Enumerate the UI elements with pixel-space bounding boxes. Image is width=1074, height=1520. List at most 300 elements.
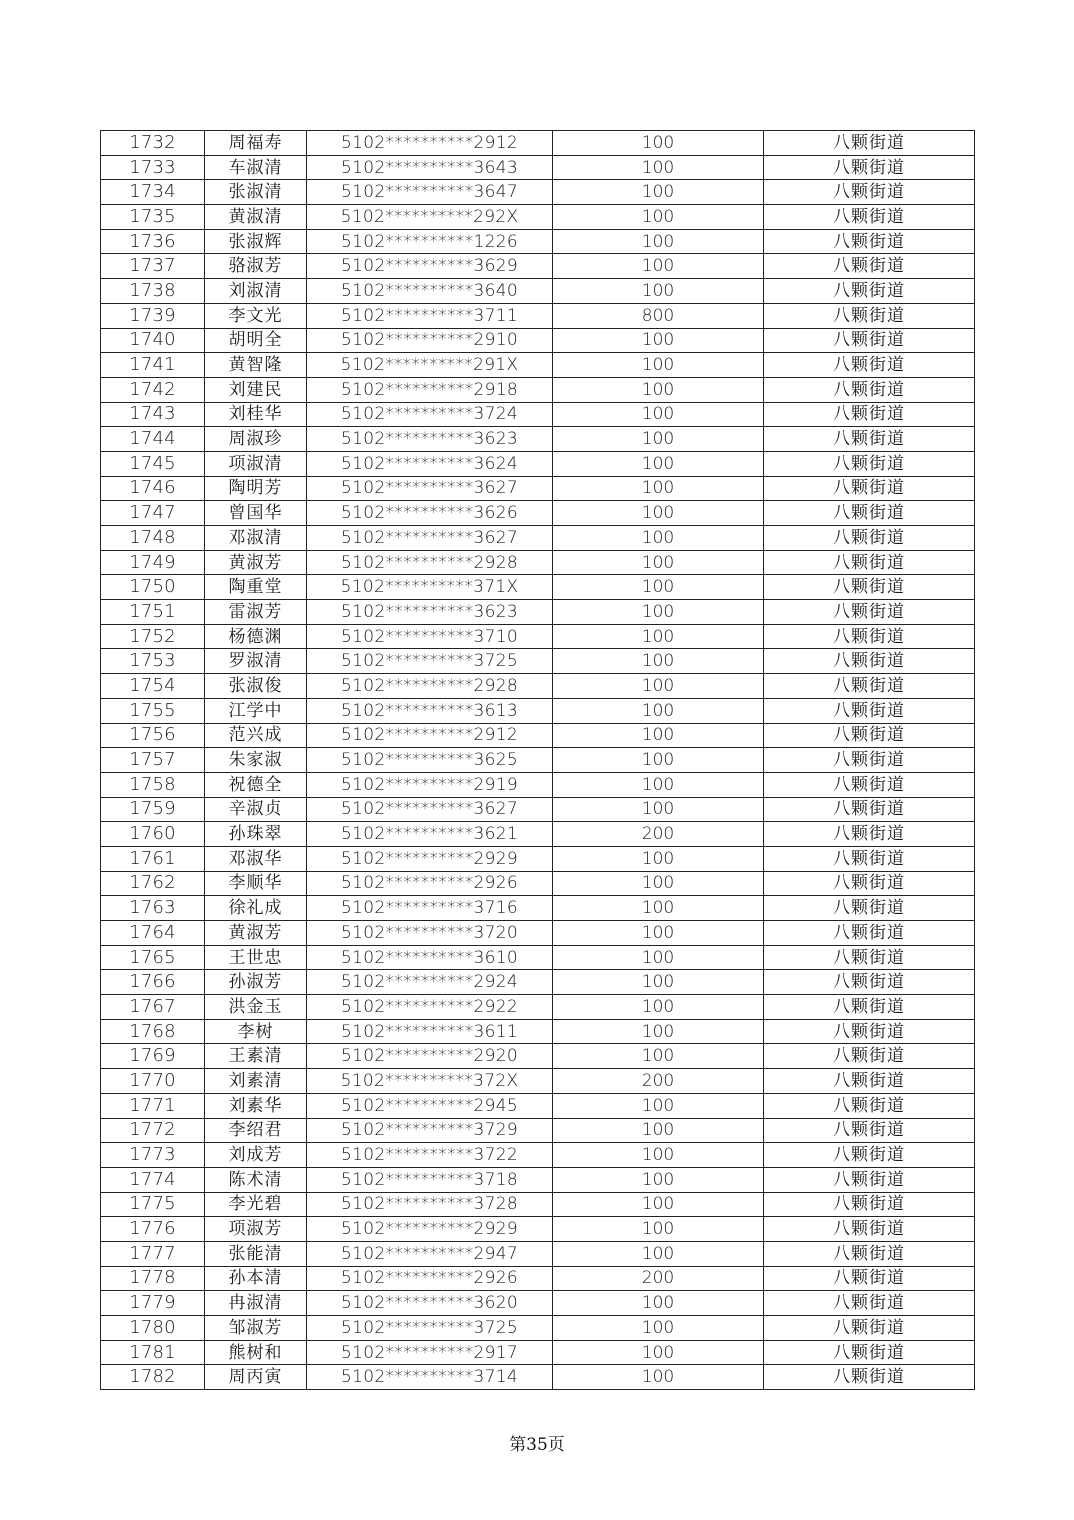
- name-cell: 熊树和: [205, 1340, 307, 1365]
- table-row: [101, 822, 975, 847]
- table-row: [101, 797, 975, 822]
- serial-number-cell: 1753: [101, 649, 205, 674]
- table-row: [101, 303, 975, 328]
- amount-cell: 100: [553, 624, 764, 649]
- serial-number-cell: 1750: [101, 575, 205, 600]
- id-number-cell: 5102**********3613: [307, 698, 553, 723]
- street-cell: 八颗街道: [764, 1340, 975, 1365]
- name-cell: 徐礼成: [205, 896, 307, 921]
- name-cell: 王素清: [205, 1044, 307, 1069]
- serial-number-cell: 1738: [101, 279, 205, 304]
- street-cell: 八颗街道: [764, 1365, 975, 1390]
- table-row: [101, 1316, 975, 1341]
- serial-number-cell: 1779: [101, 1291, 205, 1316]
- serial-number-cell: 1756: [101, 723, 205, 748]
- id-number-cell: 5102**********3626: [307, 501, 553, 526]
- table-row: [101, 871, 975, 896]
- serial-number-cell: 1764: [101, 921, 205, 946]
- name-cell: 陈术清: [205, 1167, 307, 1192]
- table-row: [101, 1093, 975, 1118]
- serial-number-cell: 1757: [101, 748, 205, 773]
- street-cell: 八颗街道: [764, 846, 975, 871]
- id-number-cell: 5102**********2947: [307, 1241, 553, 1266]
- id-number-cell: 5102**********2924: [307, 970, 553, 995]
- amount-cell: 100: [553, 1093, 764, 1118]
- id-number-cell: 5102**********292X: [307, 205, 553, 230]
- serial-number-cell: 1769: [101, 1044, 205, 1069]
- street-cell: 八颗街道: [764, 155, 975, 180]
- name-cell: 陶重堂: [205, 575, 307, 600]
- amount-cell: 100: [553, 1217, 764, 1242]
- serial-number-cell: 1733: [101, 155, 205, 180]
- street-cell: 八颗街道: [764, 550, 975, 575]
- street-cell: 八颗街道: [764, 1167, 975, 1192]
- name-cell: 辛淑贞: [205, 797, 307, 822]
- table-row: [101, 1365, 975, 1390]
- name-cell: 周淑珍: [205, 427, 307, 452]
- street-cell: 八颗街道: [764, 1192, 975, 1217]
- serial-number-cell: 1754: [101, 674, 205, 699]
- amount-cell: 100: [553, 353, 764, 378]
- name-cell: 雷淑芳: [205, 600, 307, 625]
- amount-cell: 100: [553, 501, 764, 526]
- amount-cell: 100: [553, 402, 764, 427]
- serial-number-cell: 1762: [101, 871, 205, 896]
- street-cell: 八颗街道: [764, 1241, 975, 1266]
- name-cell: 李绍君: [205, 1118, 307, 1143]
- table-row: [101, 1143, 975, 1168]
- serial-number-cell: 1742: [101, 377, 205, 402]
- amount-cell: 100: [553, 772, 764, 797]
- serial-number-cell: 1735: [101, 205, 205, 230]
- table-row: [101, 772, 975, 797]
- table-row: [101, 674, 975, 699]
- serial-number-cell: 1781: [101, 1340, 205, 1365]
- name-cell: 邓淑华: [205, 846, 307, 871]
- name-cell: 刘素华: [205, 1093, 307, 1118]
- id-number-cell: 5102**********3729: [307, 1118, 553, 1143]
- amount-cell: 100: [553, 797, 764, 822]
- id-number-cell: 5102**********2912: [307, 131, 553, 156]
- id-number-cell: 5102**********2910: [307, 328, 553, 353]
- id-number-cell: 5102**********372X: [307, 1069, 553, 1094]
- street-cell: 八颗街道: [764, 970, 975, 995]
- serial-number-cell: 1759: [101, 797, 205, 822]
- amount-cell: 100: [553, 649, 764, 674]
- table-row: [101, 846, 975, 871]
- name-cell: 张淑俊: [205, 674, 307, 699]
- street-cell: 八颗街道: [764, 501, 975, 526]
- table-row: [101, 575, 975, 600]
- amount-cell: 100: [553, 131, 764, 156]
- name-cell: 朱家淑: [205, 748, 307, 773]
- table-row: [101, 1241, 975, 1266]
- table-row: [101, 1019, 975, 1044]
- amount-cell: 100: [553, 1167, 764, 1192]
- id-number-cell: 5102**********3624: [307, 451, 553, 476]
- table-row: [101, 600, 975, 625]
- serial-number-cell: 1772: [101, 1118, 205, 1143]
- amount-cell: 100: [553, 600, 764, 625]
- serial-number-cell: 1775: [101, 1192, 205, 1217]
- id-number-cell: 5102**********3711: [307, 303, 553, 328]
- id-number-cell: 5102**********3623: [307, 600, 553, 625]
- amount-cell: 100: [553, 476, 764, 501]
- id-number-cell: 5102**********3718: [307, 1167, 553, 1192]
- serial-number-cell: 1739: [101, 303, 205, 328]
- table-row: [101, 1217, 975, 1242]
- table-row: [101, 921, 975, 946]
- amount-cell: 100: [553, 896, 764, 921]
- street-cell: 八颗街道: [764, 279, 975, 304]
- street-cell: 八颗街道: [764, 1069, 975, 1094]
- name-cell: 黄淑清: [205, 205, 307, 230]
- id-number-cell: 5102**********3716: [307, 896, 553, 921]
- serial-number-cell: 1773: [101, 1143, 205, 1168]
- table-row: [101, 1118, 975, 1143]
- table-row: [101, 1192, 975, 1217]
- street-cell: 八颗街道: [764, 921, 975, 946]
- name-cell: 车淑清: [205, 155, 307, 180]
- name-cell: 胡明全: [205, 328, 307, 353]
- amount-cell: 100: [553, 995, 764, 1020]
- name-cell: 周丙寅: [205, 1365, 307, 1390]
- amount-cell: 100: [553, 180, 764, 205]
- id-number-cell: 5102**********2920: [307, 1044, 553, 1069]
- street-cell: 八颗街道: [764, 772, 975, 797]
- street-cell: 八颗街道: [764, 205, 975, 230]
- amount-cell: 100: [553, 377, 764, 402]
- street-cell: 八颗街道: [764, 896, 975, 921]
- serial-number-cell: 1768: [101, 1019, 205, 1044]
- table-row: [101, 970, 975, 995]
- street-cell: 八颗街道: [764, 180, 975, 205]
- id-number-cell: 5102**********2945: [307, 1093, 553, 1118]
- table-row: [101, 945, 975, 970]
- name-cell: 范兴成: [205, 723, 307, 748]
- amount-cell: 100: [553, 1044, 764, 1069]
- amount-cell: 100: [553, 1291, 764, 1316]
- name-cell: 李树: [205, 1019, 307, 1044]
- name-cell: 黄智隆: [205, 353, 307, 378]
- name-cell: 黄淑芳: [205, 550, 307, 575]
- serial-number-cell: 1736: [101, 229, 205, 254]
- id-number-cell: 5102**********3720: [307, 921, 553, 946]
- id-number-cell: 5102**********3625: [307, 748, 553, 773]
- table-row: [101, 526, 975, 551]
- amount-cell: 100: [553, 674, 764, 699]
- name-cell: 刘桂华: [205, 402, 307, 427]
- id-number-cell: 5102**********2929: [307, 846, 553, 871]
- id-number-cell: 5102**********3627: [307, 797, 553, 822]
- name-cell: 陶明芳: [205, 476, 307, 501]
- roster-table: [100, 130, 975, 1390]
- amount-cell: 100: [553, 1118, 764, 1143]
- table-row: [101, 748, 975, 773]
- street-cell: 八颗街道: [764, 945, 975, 970]
- name-cell: 祝德全: [205, 772, 307, 797]
- street-cell: 八颗街道: [764, 1266, 975, 1291]
- id-number-cell: 5102**********2928: [307, 550, 553, 575]
- amount-cell: 100: [553, 1019, 764, 1044]
- street-cell: 八颗街道: [764, 649, 975, 674]
- name-cell: 李顺华: [205, 871, 307, 896]
- name-cell: 孙淑芳: [205, 970, 307, 995]
- amount-cell: 100: [553, 575, 764, 600]
- table-row: [101, 698, 975, 723]
- serial-number-cell: 1771: [101, 1093, 205, 1118]
- table-row: [101, 131, 975, 156]
- table-row: [101, 328, 975, 353]
- amount-cell: 100: [553, 254, 764, 279]
- serial-number-cell: 1760: [101, 822, 205, 847]
- table-row: [101, 1340, 975, 1365]
- name-cell: 李光碧: [205, 1192, 307, 1217]
- table-row: [101, 451, 975, 476]
- amount-cell: 100: [553, 328, 764, 353]
- id-number-cell: 5102**********3728: [307, 1192, 553, 1217]
- table-row: [101, 649, 975, 674]
- street-cell: 八颗街道: [764, 1019, 975, 1044]
- table-row: [101, 476, 975, 501]
- street-cell: 八颗街道: [764, 1044, 975, 1069]
- table-row: [101, 1291, 975, 1316]
- street-cell: 八颗街道: [764, 822, 975, 847]
- id-number-cell: 5102**********3610: [307, 945, 553, 970]
- table-row: [101, 501, 975, 526]
- name-cell: 刘成芳: [205, 1143, 307, 1168]
- street-cell: 八颗街道: [764, 624, 975, 649]
- amount-cell: 100: [553, 229, 764, 254]
- id-number-cell: 5102**********3725: [307, 649, 553, 674]
- page-number: 第35页: [509, 1435, 565, 1455]
- table-row: [101, 624, 975, 649]
- amount-cell: 100: [553, 698, 764, 723]
- name-cell: 刘建民: [205, 377, 307, 402]
- name-cell: 张淑辉: [205, 229, 307, 254]
- name-cell: 张淑清: [205, 180, 307, 205]
- street-cell: 八颗街道: [764, 1217, 975, 1242]
- name-cell: 刘素清: [205, 1069, 307, 1094]
- id-number-cell: 5102**********2928: [307, 674, 553, 699]
- serial-number-cell: 1766: [101, 970, 205, 995]
- amount-cell: 100: [553, 1316, 764, 1341]
- table-row: [101, 550, 975, 575]
- name-cell: 黄淑芳: [205, 921, 307, 946]
- id-number-cell: 5102**********3621: [307, 822, 553, 847]
- serial-number-cell: 1765: [101, 945, 205, 970]
- street-cell: 八颗街道: [764, 353, 975, 378]
- serial-number-cell: 1777: [101, 1241, 205, 1266]
- table-row: [101, 180, 975, 205]
- id-number-cell: 5102**********3629: [307, 254, 553, 279]
- name-cell: 杨德渊: [205, 624, 307, 649]
- street-cell: 八颗街道: [764, 871, 975, 896]
- table-row: [101, 353, 975, 378]
- amount-cell: 100: [553, 921, 764, 946]
- id-number-cell: 5102**********2919: [307, 772, 553, 797]
- street-cell: 八颗街道: [764, 723, 975, 748]
- amount-cell: 100: [553, 550, 764, 575]
- table-row: [101, 229, 975, 254]
- table-row: [101, 995, 975, 1020]
- amount-cell: 100: [553, 451, 764, 476]
- serial-number-cell: 1745: [101, 451, 205, 476]
- serial-number-cell: 1747: [101, 501, 205, 526]
- amount-cell: 100: [553, 945, 764, 970]
- name-cell: 王世忠: [205, 945, 307, 970]
- id-number-cell: 5102**********291X: [307, 353, 553, 378]
- serial-number-cell: 1741: [101, 353, 205, 378]
- table-row: [101, 427, 975, 452]
- serial-number-cell: 1767: [101, 995, 205, 1020]
- table-row: [101, 279, 975, 304]
- amount-cell: 100: [553, 871, 764, 896]
- amount-cell: 100: [553, 846, 764, 871]
- id-number-cell: 5102**********2912: [307, 723, 553, 748]
- serial-number-cell: 1743: [101, 402, 205, 427]
- name-cell: 孙珠翠: [205, 822, 307, 847]
- street-cell: 八颗街道: [764, 402, 975, 427]
- street-cell: 八颗街道: [764, 600, 975, 625]
- table-row: [101, 155, 975, 180]
- id-number-cell: 5102**********2922: [307, 995, 553, 1020]
- street-cell: 八颗街道: [764, 451, 975, 476]
- table-row: [101, 896, 975, 921]
- amount-cell: 100: [553, 1340, 764, 1365]
- serial-number-cell: 1752: [101, 624, 205, 649]
- amount-cell: 100: [553, 723, 764, 748]
- serial-number-cell: 1748: [101, 526, 205, 551]
- street-cell: 八颗街道: [764, 698, 975, 723]
- street-cell: 八颗街道: [764, 328, 975, 353]
- id-number-cell: 5102**********1226: [307, 229, 553, 254]
- table-row: [101, 377, 975, 402]
- table-row: [101, 1069, 975, 1094]
- street-cell: 八颗街道: [764, 427, 975, 452]
- name-cell: 项淑清: [205, 451, 307, 476]
- table-row: [101, 723, 975, 748]
- street-cell: 八颗街道: [764, 797, 975, 822]
- amount-cell: 100: [553, 748, 764, 773]
- name-cell: 江学中: [205, 698, 307, 723]
- serial-number-cell: 1770: [101, 1069, 205, 1094]
- serial-number-cell: 1758: [101, 772, 205, 797]
- serial-number-cell: 1744: [101, 427, 205, 452]
- serial-number-cell: 1778: [101, 1266, 205, 1291]
- table-row: [101, 254, 975, 279]
- street-cell: 八颗街道: [764, 995, 975, 1020]
- id-number-cell: 5102**********3714: [307, 1365, 553, 1390]
- street-cell: 八颗街道: [764, 1291, 975, 1316]
- id-number-cell: 5102**********3722: [307, 1143, 553, 1168]
- name-cell: 邓淑清: [205, 526, 307, 551]
- amount-cell: 100: [553, 970, 764, 995]
- name-cell: 洪金玉: [205, 995, 307, 1020]
- id-number-cell: 5102**********2917: [307, 1340, 553, 1365]
- id-number-cell: 5102**********3623: [307, 427, 553, 452]
- id-number-cell: 5102**********3640: [307, 279, 553, 304]
- street-cell: 八颗街道: [764, 131, 975, 156]
- serial-number-cell: 1732: [101, 131, 205, 156]
- table-row: [101, 1266, 975, 1291]
- id-number-cell: 5102**********3620: [307, 1291, 553, 1316]
- id-number-cell: 5102**********2926: [307, 871, 553, 896]
- id-number-cell: 5102**********3643: [307, 155, 553, 180]
- serial-number-cell: 1746: [101, 476, 205, 501]
- serial-number-cell: 1761: [101, 846, 205, 871]
- name-cell: 张能清: [205, 1241, 307, 1266]
- id-number-cell: 5102**********3647: [307, 180, 553, 205]
- id-number-cell: 5102**********2926: [307, 1266, 553, 1291]
- table-row: [101, 1044, 975, 1069]
- street-cell: 八颗街道: [764, 1093, 975, 1118]
- serial-number-cell: 1782: [101, 1365, 205, 1390]
- name-cell: 骆淑芳: [205, 254, 307, 279]
- street-cell: 八颗街道: [764, 575, 975, 600]
- serial-number-cell: 1734: [101, 180, 205, 205]
- id-number-cell: 5102**********3627: [307, 476, 553, 501]
- id-number-cell: 5102**********2918: [307, 377, 553, 402]
- name-cell: 刘淑清: [205, 279, 307, 304]
- name-cell: 冉淑清: [205, 1291, 307, 1316]
- name-cell: 周福寿: [205, 131, 307, 156]
- street-cell: 八颗街道: [764, 674, 975, 699]
- amount-cell: 100: [553, 279, 764, 304]
- serial-number-cell: 1780: [101, 1316, 205, 1341]
- amount-cell: 200: [553, 822, 764, 847]
- serial-number-cell: 1763: [101, 896, 205, 921]
- serial-number-cell: 1751: [101, 600, 205, 625]
- table-row: [101, 402, 975, 427]
- amount-cell: 100: [553, 155, 764, 180]
- street-cell: 八颗街道: [764, 229, 975, 254]
- amount-cell: 100: [553, 205, 764, 230]
- table-row: [101, 205, 975, 230]
- id-number-cell: 5102**********3724: [307, 402, 553, 427]
- id-number-cell: 5102**********2929: [307, 1217, 553, 1242]
- serial-number-cell: 1749: [101, 550, 205, 575]
- serial-number-cell: 1740: [101, 328, 205, 353]
- amount-cell: 100: [553, 1143, 764, 1168]
- amount-cell: 800: [553, 303, 764, 328]
- id-number-cell: 5102**********3725: [307, 1316, 553, 1341]
- table-row: [101, 1167, 975, 1192]
- id-number-cell: 5102**********371X: [307, 575, 553, 600]
- street-cell: 八颗街道: [764, 748, 975, 773]
- amount-cell: 100: [553, 427, 764, 452]
- amount-cell: 100: [553, 526, 764, 551]
- name-cell: 李文光: [205, 303, 307, 328]
- name-cell: 孙本清: [205, 1266, 307, 1291]
- name-cell: 曾国华: [205, 501, 307, 526]
- street-cell: 八颗街道: [764, 377, 975, 402]
- name-cell: 项淑芳: [205, 1217, 307, 1242]
- serial-number-cell: 1755: [101, 698, 205, 723]
- amount-cell: 100: [553, 1192, 764, 1217]
- street-cell: 八颗街道: [764, 526, 975, 551]
- street-cell: 八颗街道: [764, 1316, 975, 1341]
- amount-cell: 200: [553, 1266, 764, 1291]
- serial-number-cell: 1774: [101, 1167, 205, 1192]
- name-cell: 邹淑芳: [205, 1316, 307, 1341]
- street-cell: 八颗街道: [764, 303, 975, 328]
- id-number-cell: 5102**********3627: [307, 526, 553, 551]
- street-cell: 八颗街道: [764, 476, 975, 501]
- id-number-cell: 5102**********3710: [307, 624, 553, 649]
- name-cell: 罗淑清: [205, 649, 307, 674]
- street-cell: 八颗街道: [764, 254, 975, 279]
